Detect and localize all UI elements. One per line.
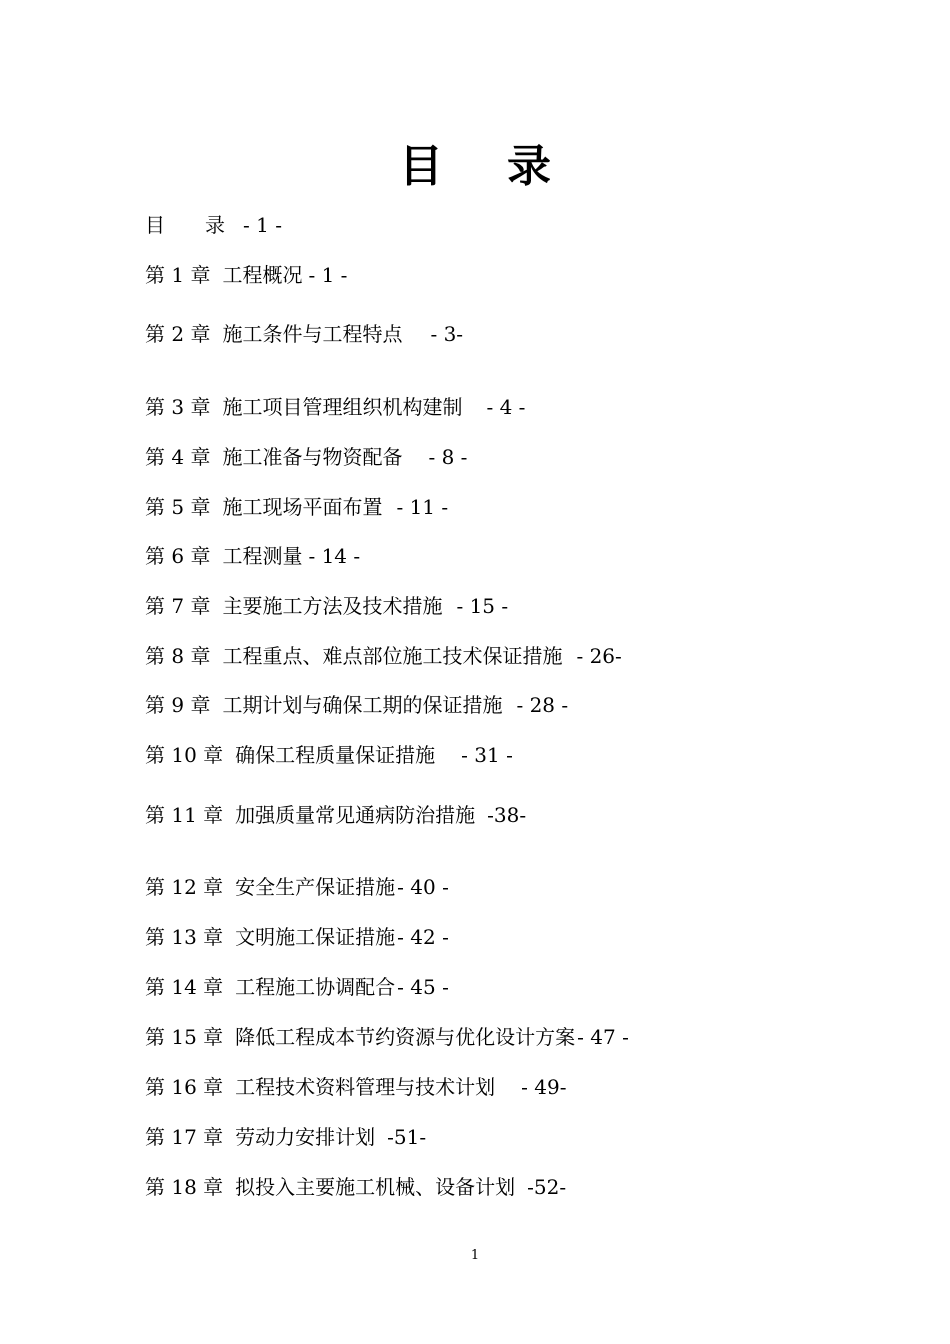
- toc-entry-chapter-12[interactable]: [145, 872, 449, 902]
- toc-chapter-title: 工程施工协调配合: [235, 975, 396, 999]
- toc-chapter-title: 施工项目管理组织机构建制: [222, 395, 463, 419]
- toc-entry-chapter-8[interactable]: [145, 641, 622, 671]
- toc-chapter-number: 第 16 章: [145, 1075, 224, 1099]
- toc-chapter-number: 第 6 章: [145, 544, 211, 568]
- toc-entry-contents[interactable]: [145, 210, 282, 240]
- toc-entry-page: - 40 -: [397, 875, 449, 899]
- toc-chapter-title: 拟投入主要施工机械、设备计划: [235, 1175, 516, 1199]
- toc-entry-page: - 45 -: [397, 975, 449, 999]
- toc-chapter-title: 施工准备与物资配备: [222, 445, 403, 469]
- toc-entry-page: - 4 -: [486, 395, 526, 419]
- toc-entry-chapter-2[interactable]: [145, 319, 463, 349]
- toc-chapter-title: 主要施工方法及技术措施: [222, 594, 443, 618]
- toc-entry-page: - 14 -: [308, 544, 361, 568]
- toc-chapter-title: 工程技术资料管理与技术计划: [235, 1075, 496, 1099]
- toc-chapter-number: 第 8 章: [145, 644, 211, 668]
- toc-chapter-title: 工期计划与确保工期的保证措施: [222, 693, 503, 717]
- toc-chapter-title: 工程重点、难点部位施工技术保证措施: [222, 644, 563, 668]
- toc-entry-chapter-6[interactable]: [145, 541, 360, 571]
- toc-chapter-title: 确保工程质量保证措施: [235, 743, 436, 767]
- toc-chapter-number: 第 11 章: [145, 803, 224, 827]
- toc-chapter-number: 第 9 章: [145, 693, 211, 717]
- toc-entry-page: - 3-: [430, 322, 464, 346]
- toc-entry-page: -51-: [387, 1125, 427, 1149]
- title-left-char: 目: [399, 141, 443, 192]
- toc-entry-chapter-5[interactable]: [145, 492, 448, 522]
- toc-entry-chapter-18[interactable]: [145, 1172, 566, 1202]
- toc-chapter-title: 工程测量: [222, 544, 303, 568]
- toc-chapter-number: 第 13 章: [145, 925, 224, 949]
- toc-chapter-number: 第 5 章: [145, 495, 211, 519]
- toc-chapter-number: 第 14 章: [145, 975, 224, 999]
- page-number: 1: [470, 1248, 480, 1263]
- toc-entry-chapter-9[interactable]: [145, 690, 568, 720]
- toc-entry-page: - 15 -: [456, 594, 509, 618]
- toc-entry-chapter-13[interactable]: [145, 922, 449, 952]
- toc-chapter-title: 施工条件与工程特点: [222, 322, 403, 346]
- toc-chapter-number: 第 4 章: [145, 445, 211, 469]
- title-right-char: 录: [507, 141, 551, 192]
- toc-chapter-number: 第 3 章: [145, 395, 211, 419]
- toc-entry-chapter-17[interactable]: [145, 1122, 426, 1152]
- toc-entry-chapter-10[interactable]: [145, 740, 513, 770]
- toc-entry-page: - 1 -: [308, 263, 348, 287]
- toc-entry-chapter-4[interactable]: [145, 442, 467, 472]
- toc-entry-page: - 47 -: [577, 1025, 629, 1049]
- toc-entry-page: - 1 -: [243, 213, 282, 237]
- toc-chapter-title: 降低工程成本节约资源与优化设计方案: [235, 1025, 576, 1049]
- toc-entry-chapter-16[interactable]: [145, 1072, 567, 1102]
- toc-chapter-title: 施工现场平面布置: [222, 495, 383, 519]
- toc-entry-page: -52-: [527, 1175, 567, 1199]
- toc-entry-chapter-3[interactable]: [145, 392, 525, 422]
- toc-chapter-number: 第 17 章: [145, 1125, 224, 1149]
- toc-chapter-number: 第 12 章: [145, 875, 224, 899]
- toc-entry-page: - 42 -: [397, 925, 449, 949]
- toc-chapter-title: 文明施工保证措施: [235, 925, 396, 949]
- toc-chapter-number: 第 18 章: [145, 1175, 224, 1199]
- toc-entry-chapter-11[interactable]: [145, 800, 526, 830]
- toc-entry-chapter-14[interactable]: [145, 972, 449, 1002]
- toc-chapter-number: 第 15 章: [145, 1025, 224, 1049]
- toc-entry-chapter-7[interactable]: [145, 591, 508, 621]
- toc-entry-page: - 49-: [521, 1075, 567, 1099]
- toc-entry-page: - 8 -: [428, 445, 468, 469]
- toc-chapter-number: 第 10 章: [145, 743, 224, 767]
- toc-entry-page: -38-: [487, 803, 527, 827]
- toc-entry-chapter-1[interactable]: [145, 260, 347, 290]
- toc-entry-page: - 31 -: [461, 743, 513, 767]
- toc-chapter-title: 安全生产保证措施: [235, 875, 396, 899]
- toc-entry-page: - 26-: [576, 644, 622, 668]
- toc-chapter-number: 第 2 章: [145, 322, 211, 346]
- toc-chapter-number: 第 1 章: [145, 263, 211, 287]
- toc-entry-page: - 11 -: [396, 495, 449, 519]
- toc-entry-label: 目 录: [145, 213, 225, 237]
- page-title: [0, 140, 950, 194]
- toc-chapter-title: 劳动力安排计划: [235, 1125, 376, 1149]
- toc-chapter-title: 加强质量常见通病防治措施: [235, 803, 476, 827]
- toc-chapter-title: 工程概况: [222, 263, 303, 287]
- toc-chapter-number: 第 7 章: [145, 594, 211, 618]
- toc-entry-page: - 28 -: [516, 693, 569, 717]
- toc-entry-chapter-15[interactable]: [145, 1022, 629, 1052]
